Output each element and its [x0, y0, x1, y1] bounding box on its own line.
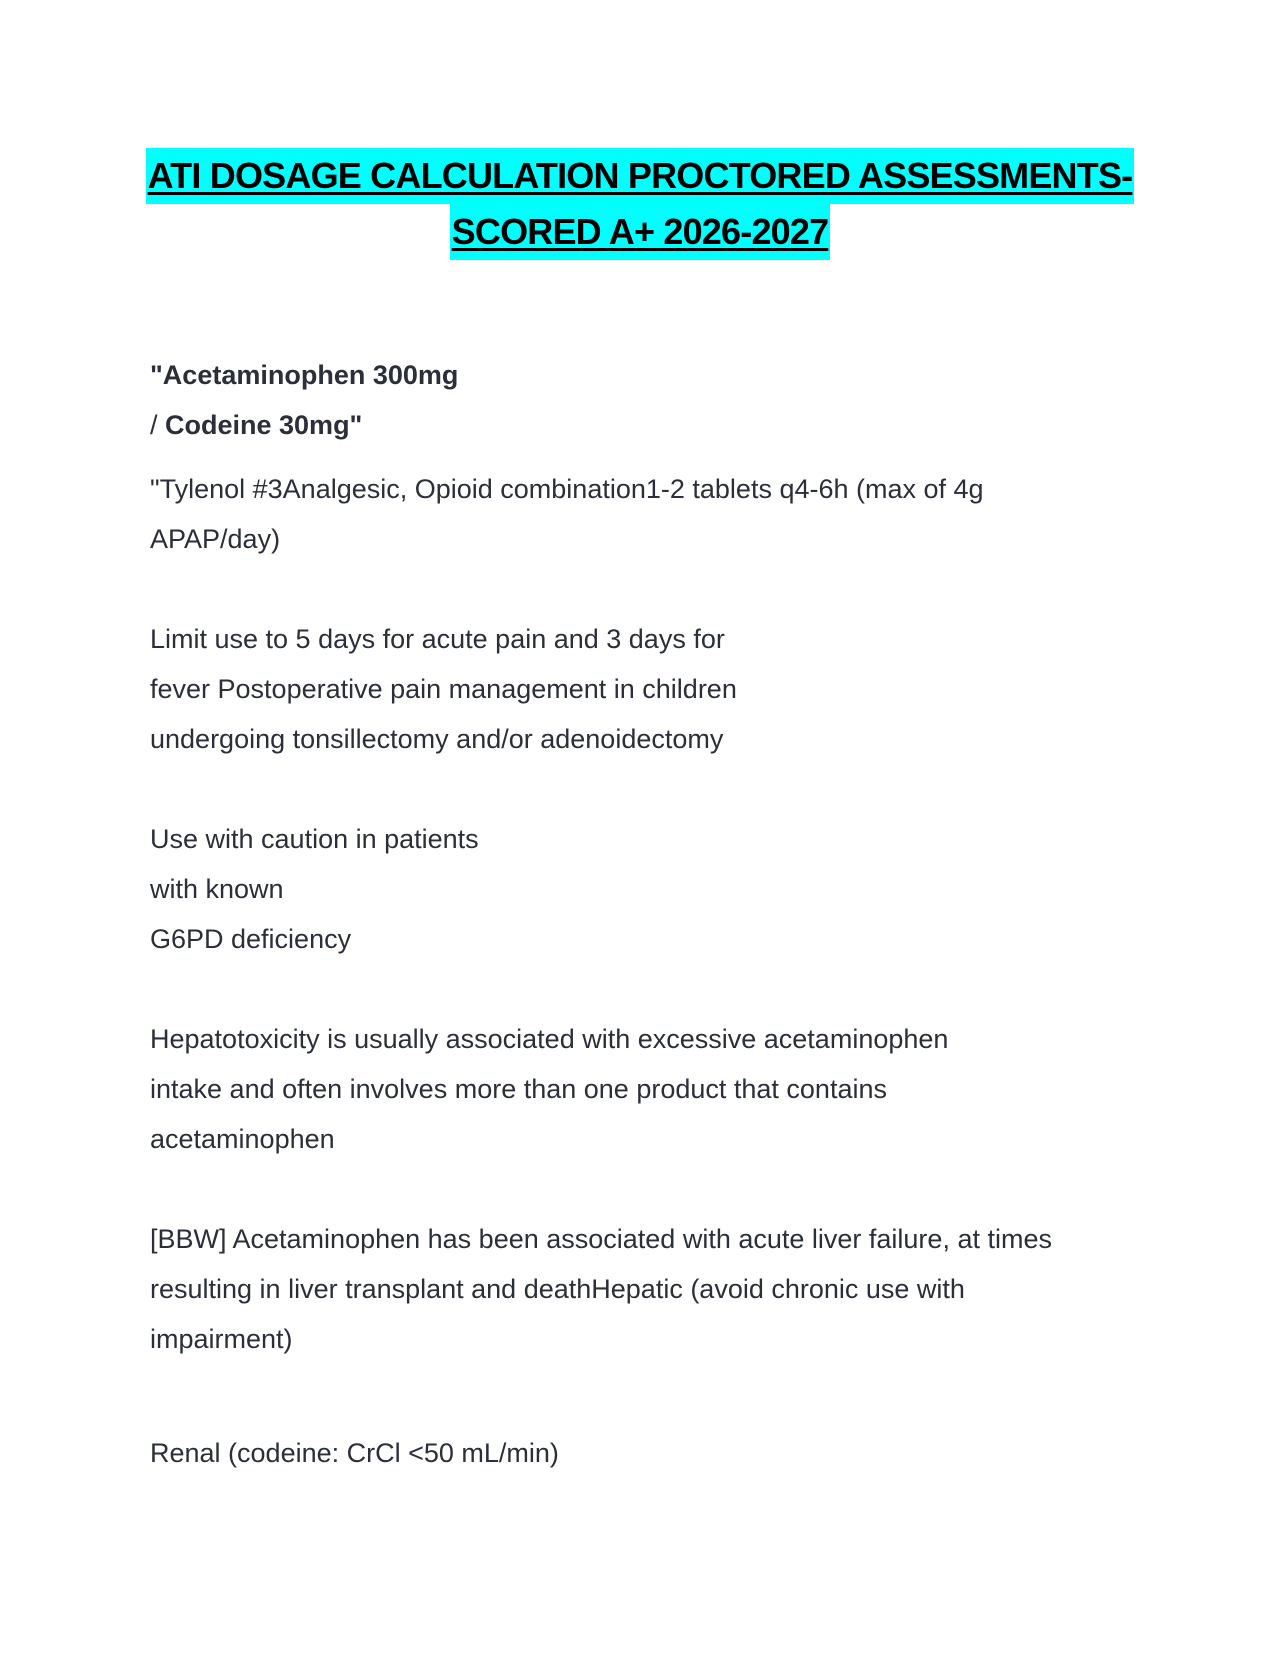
paragraph-line: resulting in liver transplant and deathHepatic (avoid chronic use with [150, 1274, 965, 1304]
document-title [100, 148, 1180, 260]
paragraph-caution [150, 814, 1150, 964]
paragraph-renal [150, 1428, 1150, 1478]
paragraph-line: Limit use to 5 days for acute pain and 3 days for [150, 624, 725, 654]
paragraph-line: "Tylenol #3Analgesic, Opioid combination1-2 tablets q4-6h (max of 4g [150, 474, 984, 504]
paragraph-line: APAP/day) [150, 524, 281, 554]
drug-name-line-2: Codeine 30mg" [165, 410, 363, 440]
drug-name-separator: / [150, 410, 166, 440]
paragraph-line: Use with caution in patients [150, 824, 479, 854]
paragraph-line: Hepatotoxicity is usually associated with excessive acetaminophen [150, 1024, 949, 1054]
paragraph-boxed-warning [150, 1214, 1150, 1364]
drug-name-line-1: "Acetaminophen 300mg [150, 360, 459, 390]
paragraph-line: undergoing tonsillectomy and/or adenoidectomy [150, 724, 724, 754]
paragraph-line: fever Postoperative pain management in children [150, 674, 737, 704]
paragraph-line: acetaminophen [150, 1124, 335, 1154]
drug-name-heading [150, 350, 1150, 450]
title-line-1: ATI DOSAGE CALCULATION PROCTORED ASSESSMENTS- [146, 148, 1135, 204]
paragraph-tylenol [150, 464, 1150, 564]
paragraph-line: intake and often involves more than one product that contains [150, 1074, 887, 1104]
paragraph-line: Renal (codeine: CrCl <50 mL/min) [150, 1438, 559, 1468]
paragraph-line: G6PD deficiency [150, 924, 352, 954]
paragraph-line: impairment) [150, 1324, 293, 1354]
paragraph-line: with known [150, 874, 284, 904]
paragraph-line: [BBW] Acetaminophen has been associated with acute liver failure, at times [150, 1224, 1052, 1254]
paragraph-hepatotoxicity [150, 1014, 1150, 1164]
paragraph-limit-use [150, 614, 1150, 764]
title-line-2: SCORED A+ 2026-2027 [450, 204, 831, 260]
